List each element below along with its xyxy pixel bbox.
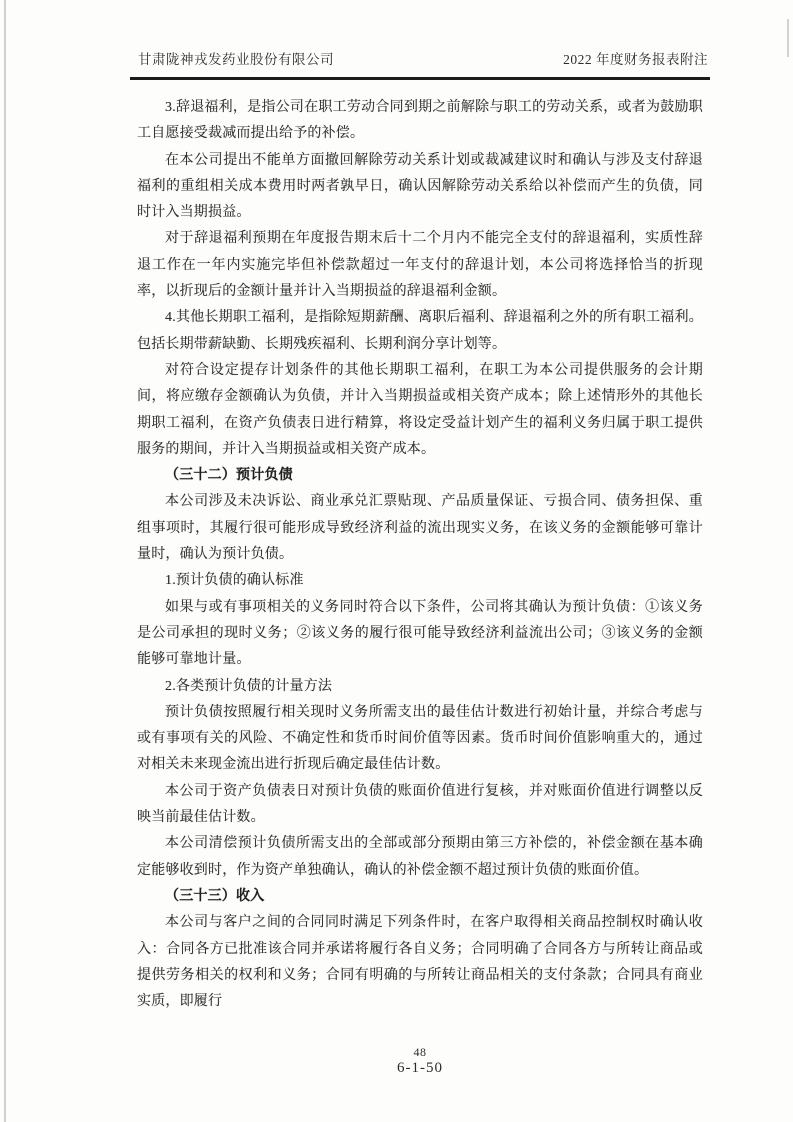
paragraph-severance-definition: 3.辞退福利，是指公司在职工劳动合同到期之前解除与职工的劳动关系，或者为鼓励职工自愿接受裁减而提出给予的补偿。 — [137, 100, 703, 142]
paragraph-measurement-method: 预计负债按照履行相关现时义务所需支出的最佳估计数进行初始计量，并综合考虑与或有事项有关的风险、不确定性和货币时间价值等因素。货币时间价值影响重大的，通过对相关未来现金流出进行折现后确定最佳估计数。 — [137, 704, 703, 773]
scan-edge-line-right — [787, 19, 789, 57]
section-heading-provisions: （三十二）预计负债 — [165, 468, 293, 484]
subheading-provision-recognition: 1.预计负债的确认标准 — [165, 573, 304, 589]
report-title: 2022 年度财务报表附注 — [563, 52, 708, 67]
paragraph-provisions-scope: 本公司涉及未决诉讼、商业承兑汇票贴现、产品质量保证、亏损合同、债务担保、重组事项时，其履行很可能形成导致经济利益的流出现实义务，在该义务的金额能够可靠计量时，确认为预计负债。 — [137, 494, 703, 563]
page-header — [130, 50, 710, 80]
paragraph-severance-discounting: 对于辞退福利预期在年度报告期末后十二个月内不能完全支付的辞退福利，实质性辞退工作在一年内实施完毕但补偿款超过一年支付的辞退计划，本公司将选择恰当的折现率，以折现后的金额计量并计入当期损益的辞退福利金额。 — [137, 231, 703, 300]
paragraph-severance-recognition: 在本公司提出不能单方面撤回解除劳动关系计划或裁减建议时和确认与涉及支付辞退福利的重组相关成本费用时两者孰早日，确认因解除劳动关系给以补偿而产生的负债，同时计入当期损益。 — [137, 152, 703, 221]
document-body — [137, 95, 703, 1015]
page-footer — [137, 1046, 703, 1077]
company-name: 甘肃陇神戎发药业股份有限公司 — [138, 52, 334, 67]
paragraph-balance-sheet-review: 本公司于资产负债表日对预计负债的账面价值进行复核，并对账面价值进行调整以反映当前最佳估计数。 — [137, 783, 703, 826]
paragraph-provision-conditions: 如果与或有事项相关的义务同时符合以下条件，公司将其确认为预计负债：①该义务是公司承担的现时义务；②该义务的履行很可能导致经济利益流出公司；③该义务的金额能够可靠地计量。 — [137, 599, 703, 668]
section-heading-revenue: （三十三）收入 — [165, 888, 265, 904]
subheading-provision-measurement: 2.各类预计负债的计量方法 — [165, 678, 333, 694]
paragraph-other-longterm-benefits: 4.其他长期职工福利，是指除短期薪酬、离职后福利、辞退福利之外的所有职工福利。包括长期带薪缺勤、长期残疾福利、长期利润分享计划等。 — [137, 310, 703, 352]
page-code: 6-1-50 — [397, 1060, 443, 1076]
paragraph-revenue-recognition: 本公司与客户之间的合同同时满足下列条件时，在客户取得相关商品控制权时确认收入：合同各方已批准该合同并承诺将履行各自义务；合同明确了合同各方与所转让商品或提供劳务相关的权利和义务；合同有明确的与所转让商品相关的支付条款；合同具有商业实质，即履行 — [137, 915, 703, 1010]
paragraph-defined-contribution: 对符合设定提存计划条件的其他长期职工福利，在职工为本公司提供服务的会计期间，将应缴存金额确认为负债，并计入当期损益或相关资产成本；除上述情形外的其他长期职工福利，在资产负债表日进行精算，将设定受益计划产生的福利义务归属于职工提供服务的期间，并计入当期损益或相关资产成本。 — [137, 362, 703, 457]
paragraph-third-party-compensation: 本公司清偿预计负债所需支出的全部或部分预期由第三方补偿的，补偿金额在基本确定能够收到时，作为资产单独确认，确认的补偿金额不超过预计负债的账面价值。 — [137, 836, 703, 878]
scan-edge-line-left — [4, 0, 6, 1122]
page-number: 48 — [413, 1045, 427, 1059]
